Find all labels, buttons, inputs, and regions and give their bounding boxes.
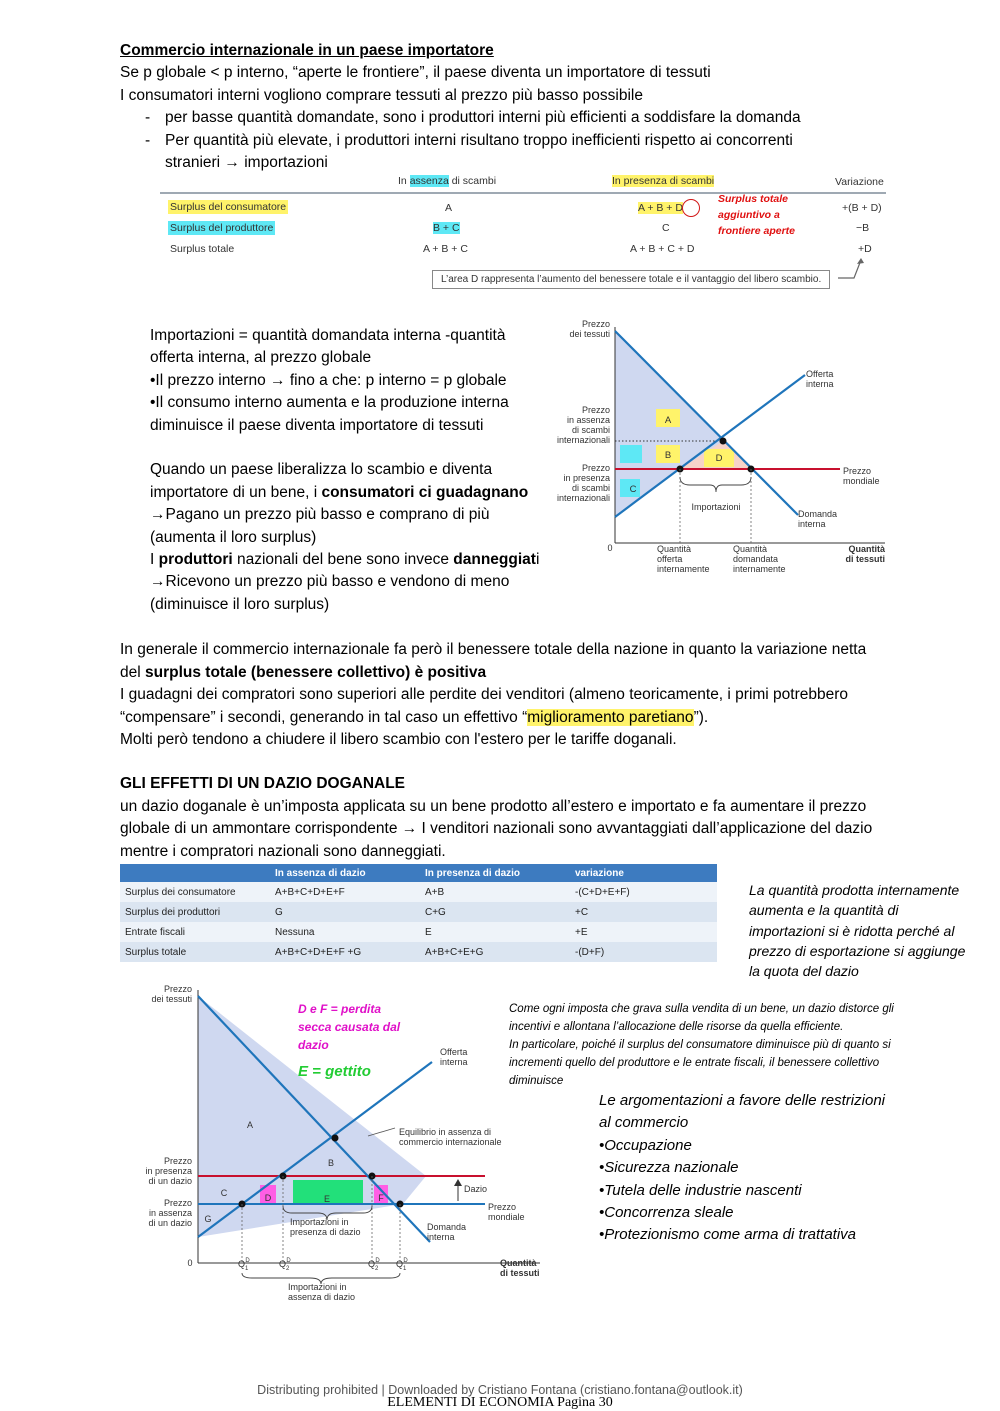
- text-line: “compensare” i secondi, generando in tal caso un effettivo “miglioramento paretiano”).: [120, 709, 709, 726]
- equilibrium-dot: [332, 1135, 339, 1142]
- text-line: In generale il commercio internazionale fa però il benessere totale della nazione in quanto la variazione netta: [120, 641, 867, 658]
- section-title: Commercio internazionale in un paese importatore: [120, 42, 494, 59]
- page-footer: ELEMENTI DI ECONOMIA Pagina 30: [387, 1395, 613, 1410]
- equilibrium-dot: [720, 438, 727, 445]
- cell: A + B + D: [638, 202, 683, 214]
- supply-label: Offerta interna: [806, 369, 834, 389]
- bullet-item-cont: stranieri → importazioni: [165, 154, 328, 171]
- supply-label: Offerta interna: [440, 1047, 468, 1067]
- text-line: un dazio doganale è un’imposta applicata su un bene prodotto all’estero e importato e fa aumentare il prezzo: [120, 798, 867, 815]
- cell: +(B + D): [842, 202, 882, 214]
- equilibrium-label: Equilibrio in assenza di commercio internazionale: [399, 1127, 502, 1147]
- row-label: Surplus del consumatore: [170, 201, 287, 213]
- arrow-icon: [836, 252, 866, 282]
- q-offerta-label: Quantità offerta internamente: [657, 544, 710, 574]
- circle-mark: [682, 199, 700, 217]
- text-line: →Ricevono un prezzo più basso e vendono di meno: [150, 573, 510, 590]
- x-label: Quantità di tessuti: [845, 544, 885, 564]
- section-title: GLI EFFETTI DI UN DAZIO DOGANALE: [120, 775, 406, 792]
- hl-box: [620, 445, 642, 463]
- table-row: Entrate fiscali Nessuna E +E: [120, 922, 717, 942]
- q-label: $Q_2D$: [368, 1258, 380, 1272]
- demand-label: Domanda interna: [798, 509, 838, 529]
- loss-annotation: D e F = perdita secca causata dal dazio: [298, 1002, 401, 1052]
- imports-label: Importazioni: [691, 502, 741, 512]
- y-label: Prezzo dei tessuti: [569, 319, 610, 339]
- p-nodazio-label: Prezzo in assenza di un dazio: [148, 1198, 192, 1228]
- label-e: E: [323, 1194, 331, 1204]
- leader-line: [368, 1128, 395, 1136]
- download-notice: Distributing prohibited | Downloaded by Cristiano Fontana (cristiano.fontana@outlook.it): [257, 1383, 743, 1397]
- table-row: Surplus dei produttori G C+G +C: [120, 902, 717, 922]
- text-line: offerta interna, al prezzo globale: [150, 349, 372, 366]
- bullet-item: per basse quantità domandate, sono i produttori interni più efficienti a soddisfare la domanda: [165, 109, 801, 126]
- label-f: F: [378, 1193, 384, 1203]
- label-c: C: [629, 484, 637, 495]
- brace: [680, 477, 751, 492]
- text-line: mentre i compratori nazionali sono danneggiati.: [120, 843, 446, 860]
- note-box: L’area D rappresenta l’aumento del benessere totale e il vantaggio del libero scambio.: [432, 270, 830, 289]
- bullet-dash: -: [145, 132, 151, 149]
- text-line: •Il prezzo interno → fino a che: p interno = p globale: [150, 372, 507, 389]
- q-domandata-label: Quantità domandata internamente: [733, 544, 786, 574]
- imports-notariff-label: Importazioni in assenza di dazio: [288, 1282, 356, 1302]
- text-line: del surplus totale (benessere collettivo) è positiva: [120, 664, 487, 681]
- y-label: Prezzo dei tessuti: [151, 984, 192, 1004]
- cell: A + B + C + D: [630, 243, 695, 255]
- tariff-diagram: [120, 980, 550, 1310]
- cell: A + B + C: [423, 243, 468, 255]
- dazio-label: Dazio: [464, 1184, 488, 1194]
- table-row: Surplus totale A+B+C+D+E+F +G A+B+C+E+G -(D+F): [120, 942, 717, 962]
- q-label: $Q_2D$: [279, 1258, 291, 1272]
- label-d: D: [715, 453, 723, 464]
- cell: C: [662, 222, 670, 234]
- demand-label: Domanda interna: [427, 1222, 467, 1242]
- surplus-table-trade: [160, 172, 890, 297]
- text-line: •Il consumo interno aumenta e la produzione interna: [150, 394, 509, 411]
- label-g: G: [204, 1214, 212, 1224]
- label-b: B: [327, 1158, 335, 1168]
- p-trade-label: Prezzo in presenza di scambi internazionali: [556, 463, 610, 503]
- origin-label: 0: [187, 1258, 193, 1268]
- p-dazio-label: Prezzo in presenza di un dazio: [145, 1156, 192, 1186]
- label-a: A: [246, 1120, 254, 1130]
- text-line: Quando un paese liberalizza lo scambio e diventa: [150, 461, 493, 478]
- cell: A: [445, 202, 453, 214]
- table-header: In assenza di dazio In presenza di dazio variazione: [120, 864, 717, 882]
- label-d: D: [264, 1193, 272, 1203]
- bullet-item: Per quantità più elevate, i produttori interni risultano troppo inefficienti rispetto ai concorrenti: [165, 132, 793, 149]
- text-line: Se p globale < p interno, “aperte le frontiere”, il paese diventa un importatore di tessuti: [120, 64, 711, 81]
- p-no-trade-label: Prezzo in assenza di scambi internazionali: [556, 405, 610, 445]
- world-price-label: Prezzo mondiale: [488, 1202, 525, 1222]
- q-label: $Q_1D$: [396, 1258, 408, 1272]
- text-line: I guadagni dei compratori sono superiori alle perdite dei venditori (almeno teoricamente, i primi potrebbero: [120, 686, 849, 703]
- cell: −B: [856, 222, 870, 234]
- arguments-list: Le argomentazioni a favore delle restrizioni al commercio •Occupazione •Sicurezza nazionale •Tutela delle industrie nascenti •Concorrenza sleale •Protezionismo come arma di trattativa: [599, 1092, 885, 1244]
- text-line: importatore di un bene, i consumatori ci guadagnano: [150, 484, 529, 501]
- tariff-arrowhead-icon: [454, 1179, 462, 1186]
- row-label: Surplus totale: [170, 243, 235, 255]
- table-row: Surplus dei consumatore A+B+C+D+E+F A+B -(C+D+E+F): [120, 882, 717, 902]
- text-line: →Pagano un prezzo più basso e comprano di più: [150, 506, 490, 523]
- text-line: Importazioni = quantità domandata interna -quantità: [150, 327, 506, 344]
- origin-label: 0: [607, 543, 613, 553]
- text-line: diminuisce il paese diventa importatore di tessuti: [150, 417, 484, 434]
- tariff-table: [120, 864, 717, 962]
- text-line: (aumenta il loro surplus): [150, 529, 317, 546]
- world-price-label: Prezzo mondiale: [843, 466, 880, 486]
- cell: +D: [858, 243, 872, 255]
- text-line: globale di un ammontare corrispondente → I venditori nazionali sono avvantaggiati dall’applicazione del dazio: [120, 820, 873, 837]
- label-a: A: [664, 415, 672, 426]
- text-line: I consumatori interni vogliono comprare tessuti al prezzo più basso possibile: [120, 87, 643, 104]
- text-line: (diminuisce il loro surplus): [150, 596, 330, 613]
- x-label: Quantità di tessuti: [500, 1258, 540, 1278]
- text-line: I produttori nazionali del bene sono invece danneggiati: [150, 551, 540, 568]
- col-assenza: In assenza di scambi: [398, 175, 497, 187]
- label-b: B: [664, 450, 672, 461]
- tax-note: Come ogni imposta che grava sulla vendita di un bene, un dazio distorce gli incentivi e allontana l’allocazione delle risorse da quella efficiente. In particolare, poiché il surplus del consumatore diminuisce più di quanto si incrementi quello del produttore e le entrate fiscali, il benessere collettivo diminuisce: [509, 1003, 894, 1087]
- bullet-dash: -: [145, 109, 151, 126]
- q-label: $Q_1D$: [238, 1258, 250, 1272]
- label-c: C: [220, 1188, 228, 1198]
- import-diagram: [540, 315, 890, 580]
- gettito-annotation: E = gettito: [298, 1063, 371, 1080]
- annotation: Surplus totale aggiuntivo a frontiere aperte: [718, 193, 796, 237]
- col-variazione: Variazione: [835, 176, 884, 188]
- col-presenza: In presenza di scambi: [612, 175, 715, 187]
- cell: B + C: [433, 222, 460, 234]
- side-note: La quantità prodotta internamente aumenta e la quantità di importazioni si è ridotta perché al prezzo di esportazione si aggiunge la quota del dazio: [749, 882, 966, 980]
- imports-tariff-label: Importazioni in presenza di dazio: [290, 1217, 361, 1237]
- text-line: Molti però tendono a chiudere il libero scambio con l'estero per le tariffe doganali.: [120, 731, 677, 748]
- row-label: Surplus del produttore: [170, 222, 274, 234]
